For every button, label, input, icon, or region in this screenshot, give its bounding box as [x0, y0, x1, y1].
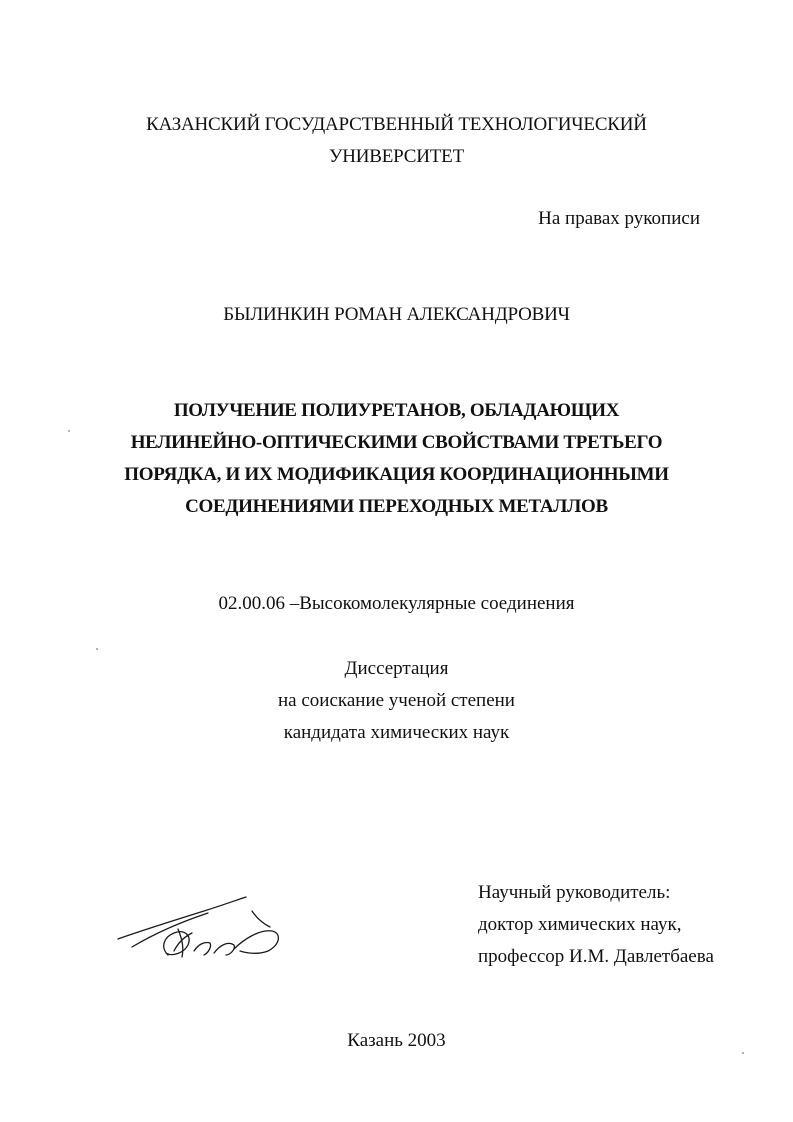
- degree-line3: кандидата химических наук: [283, 722, 510, 743]
- supervisor-name: профессор И.М. Давлетбаева: [478, 946, 714, 967]
- scan-speck: [68, 430, 70, 432]
- manuscript-note: На правах рукописи: [538, 208, 700, 229]
- supervisor-degree: доктор химических наук,: [478, 914, 682, 935]
- institution-name-line2: УНИВЕРСИТЕТ: [329, 146, 464, 167]
- dissertation-title-line2: НЕЛИНЕЙНО-ОПТИЧЕСКИМИ СВОЙСТВАМИ ТРЕТЬЕГО: [130, 432, 663, 453]
- scan-speck: [742, 1052, 744, 1054]
- dissertation-title-line1: ПОЛУЧЕНИЕ ПОЛИУРЕТАНОВ, ОБЛАДАЮЩИХ: [173, 400, 620, 421]
- supervisor-label: Научный руководитель:: [478, 882, 671, 903]
- degree-line1: Диссертация: [344, 658, 449, 679]
- signature-icon: [112, 893, 284, 965]
- dissertation-title-line4: СОЕДИНЕНИЯМИ ПЕРЕХОДНЫХ МЕТАЛЛОВ: [185, 496, 608, 517]
- institution-name-line1: КАЗАНСКИЙ ГОСУДАРСТВЕННЫЙ ТЕХНОЛОГИЧЕСКИЙ: [146, 114, 647, 135]
- scan-speck: [96, 648, 98, 650]
- specialty-code: 02.00.06 –Высокомолекулярные соединения: [218, 593, 575, 614]
- dissertation-title-line3: ПОРЯДКА, И ИХ МОДИФИКАЦИЯ КООРДИНАЦИОННЫМИ: [124, 464, 669, 485]
- degree-line2: на соискание ученой степени: [278, 690, 515, 711]
- author-name: БЫЛИНКИН РОМАН АЛЕКСАНДРОВИЧ: [223, 304, 570, 325]
- place-and-year: Казань 2003: [347, 1030, 446, 1051]
